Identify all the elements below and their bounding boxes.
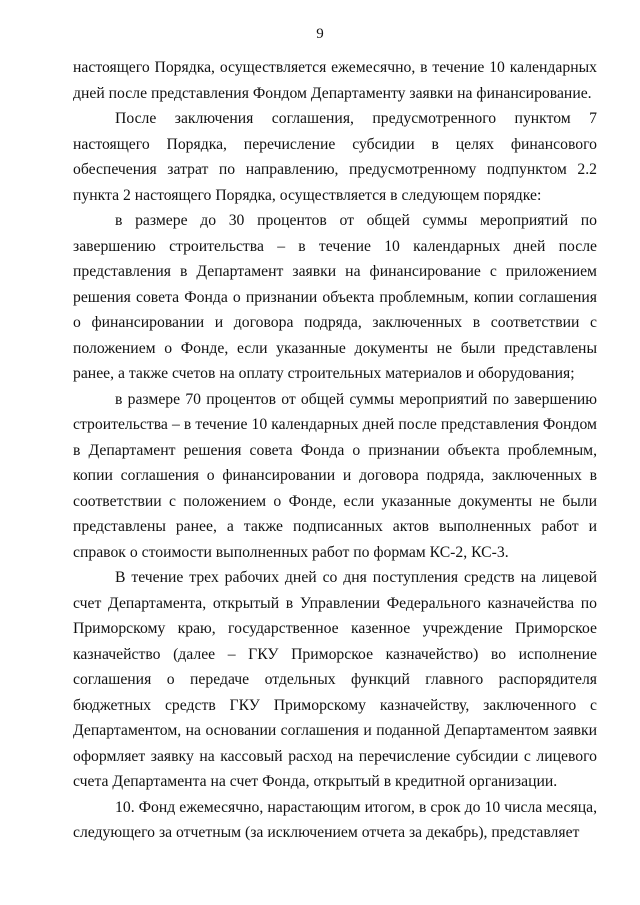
paragraph-item-10: 10. Фонд ежемесячно, нарастающим итогом, в срок до 10 числа месяца, следующего за отчетным (за исключением отчета за декабрь), представляет [73, 798, 597, 841]
page-number: 9 [316, 26, 324, 42]
paragraph-30-percent: в размере до 30 процентов от общей суммы мероприятий по завершению строительства – в течение 10 календарных дней после представления в Департамент заявки на финансирование с приложением решения совета Фонда о признании объекта проблемным, копии соглашения о финансировании и договора подряда, заключенных в соответствии с положением о Фонде, если указанные документы не были представлены ранее, а также счетов на оплату строительных материалов и оборудования; [73, 212, 597, 382]
paragraph-continuation: настоящего Порядка, осуществляется ежемесячно, в течение 10 календарных дней после представления Фондом Департаменту заявки на финансирование. [73, 59, 597, 102]
paragraph-subsidy-procedure: После заключения соглашения, предусмотренного пунктом 7 настоящего Порядка, перечисление субсидии в целях финансового обеспечения затрат по направлению, предусмотренному подпунктом 2.2 пункта 2 настоящего Порядка, осуществляется в следующем порядке: [73, 110, 597, 204]
paragraph-70-percent: в размере 70 процентов от общей суммы мероприятий по завершению строительства – в течение 10 календарных дней после представления Фондом в Департамент решения совета Фонда о признании объекта проблемным, копии соглашения о финансировании и договора подряда, заключенных в соответствии с положением о Фонде, если указанные документы не были представлены ранее, а также подписанных актов выполненных работ и справок о стоимости выполненных работ по формам КС-2, КС-3. [73, 390, 597, 561]
document-body [73, 55, 597, 846]
paragraph-treasury: В течение трех рабочих дней со дня поступления средств на лицевой счет Департамента, открытый в Управлении Федерального казначейства по Приморскому краю, государственное казенное учреждение Приморское казначейство (далее – ГКУ Приморское казначейство) во исполнение соглашения о передаче отдельных функций главного распорядителя бюджетных средств ГКУ Приморскому казначейству, заключенного с Департаментом, на основании соглашения и поданной Департаментом заявки оформляет заявку на кассовый расход на перечисление субсидии с лицевого счета Департамента на счет Фонда, открытый в кредитной организации. [73, 569, 597, 790]
